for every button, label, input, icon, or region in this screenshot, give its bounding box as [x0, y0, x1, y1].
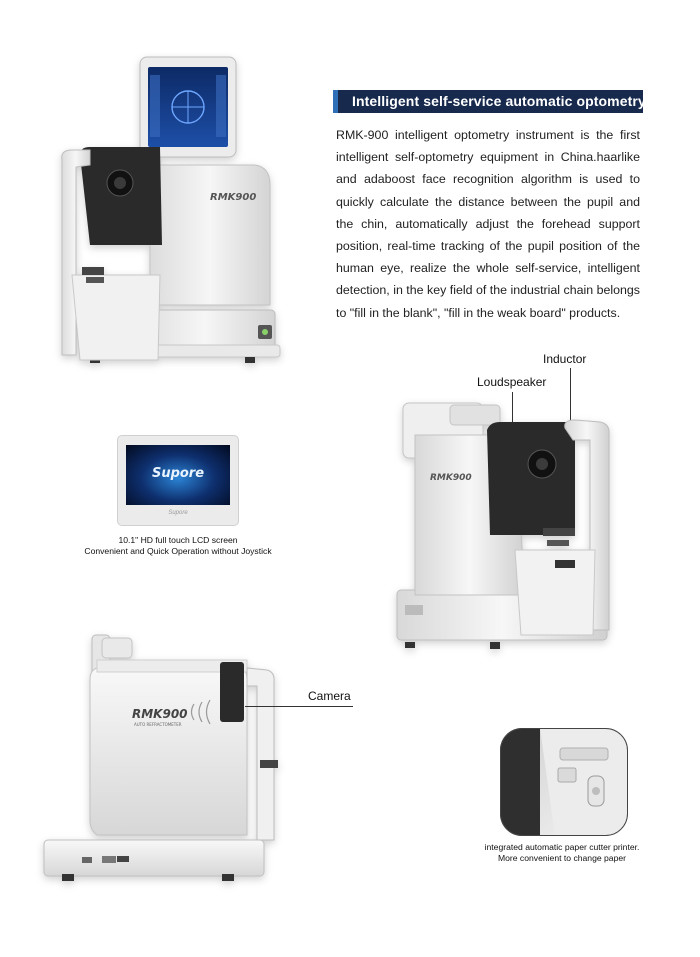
screen-caption-line2: Convenient and Quick Operation without Joystick [84, 546, 272, 556]
svg-text:RMK900: RMK900 [210, 192, 257, 203]
printer-caption-line2: More convenient to change paper [497, 853, 627, 863]
screen-logo: Supore [151, 466, 205, 481]
svg-text:RMK900: RMK900 [430, 473, 472, 483]
device-side-view-image [42, 630, 287, 882]
section-heading-bar [333, 90, 646, 113]
printer-closeup-image [500, 728, 628, 836]
screen-caption-line1: 10.1" HD full touch LCD screen [118, 535, 238, 545]
printer-caption-line1: integrated automatic paper cutter printer. [484, 842, 640, 852]
lcd-screen-image [117, 435, 239, 526]
screen-caption [70, 535, 286, 557]
device-three-quarter-view-image [395, 400, 615, 655]
side-model-label: RMK900 [132, 707, 188, 721]
callout-inductor: Inductor [543, 352, 587, 366]
section-heading: Intelligent self-service automatic optometry [352, 93, 646, 109]
printer-caption [462, 842, 662, 864]
svg-text:AUTO REFRACTOMETER: AUTO REFRACTOMETER [134, 722, 182, 727]
callout-camera: Camera [308, 689, 351, 703]
bezel-logo: Supore [168, 510, 188, 516]
intro-paragraph: RMK-900 intelligent optometry instrument is the first intelligent self-optometry equipment in China.haarlike and adaboost face recognition algorithm is used to quickly calculate the distance between the pupil and the chin, automatically adjust the forehead support position, real-time tracking of the pupil position of the human eye, realize the whole self-service, intelligent detection, in the key field of the industrial chain belongs to "fill in the blank", "fill in the weak board" products. [336, 128, 640, 320]
callout-loudspeaker: Loudspeaker [477, 375, 547, 389]
device-front-view-image [50, 55, 290, 370]
camera-leader-line [245, 706, 353, 707]
lcd-display [126, 445, 230, 505]
